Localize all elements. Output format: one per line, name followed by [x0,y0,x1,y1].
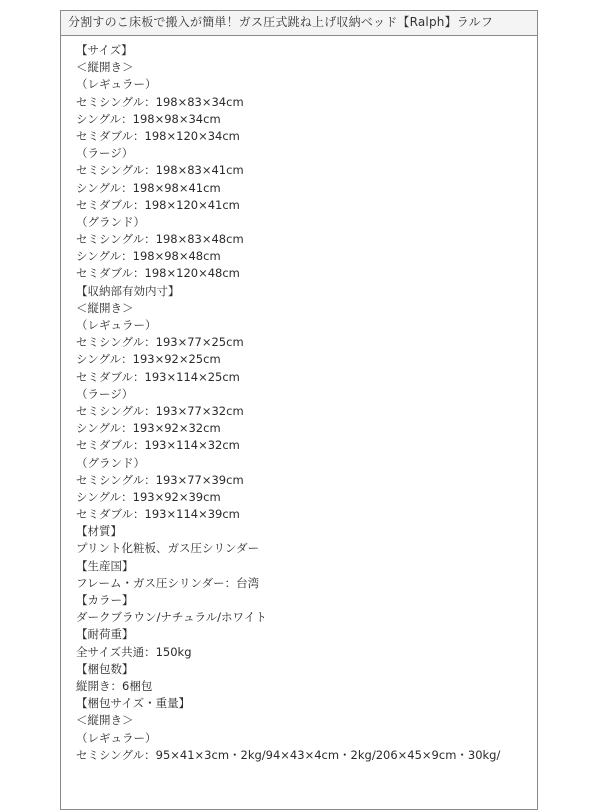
spec-line: （ラージ） [76,386,134,401]
spec-line: セミシングル：198×83×48cm [76,232,244,247]
spec-line: セミシングル：193×77×32cm [76,403,244,418]
spec-line: シングル：193×92×32cm [76,421,221,436]
spec-line: （ラージ） [76,146,134,161]
spec-line: 縦開き：6梱包 [76,678,153,693]
product-spec-panel [60,10,538,810]
spec-section-heading: 【生産国】 [76,558,134,573]
spec-line: （グランド） [76,455,145,470]
spec-line: プリント化粧板、ガス圧シリンダー [76,541,260,556]
spec-line: セミダブル：193×114×39cm [76,507,240,522]
spec-line: ＜縦開き＞ [76,60,134,75]
spec-section-heading: 【梱包サイズ・重量】 [76,696,191,711]
spec-line: （レギュラー） [76,730,157,745]
spec-line: セミダブル：193×114×32cm [76,438,240,453]
spec-line: （レギュラー） [76,318,157,332]
spec-line: セミダブル：198×120×41cm [76,197,240,212]
product-title: 分割すのこ床板で搬入が簡単！ガス圧式跳ね上げ収納ベッド【Ralph】ラルフ [61,11,537,36]
spec-line: セミダブル：193×114×25cm [76,369,240,384]
spec-line: セミシングル：95×41×3cm・2kg/94×43×4cm・2kg/206×45×9cm・30kg/ [76,747,501,762]
spec-line: シングル：198×98×41cm [76,180,221,195]
spec-line: セミシングル：198×83×41cm [76,163,244,178]
spec-section-heading: 【材質】 [76,524,122,539]
spec-list [61,36,537,764]
spec-section-heading: 【カラー】 [76,593,134,607]
spec-line: ＜縦開き＞ [76,300,134,315]
spec-section-heading: 【耐荷重】 [76,627,134,642]
spec-line: セミシングル：198×83×34cm [76,94,244,109]
spec-section-heading: 【収納部有効内寸】 [76,283,180,298]
spec-line: セミダブル：198×120×48cm [76,266,240,281]
spec-line: フレーム・ガス圧シリンダー：台湾 [76,575,260,590]
spec-section-heading: 【サイズ】 [76,43,133,57]
spec-line: セミダブル：198×120×34cm [76,128,240,143]
spec-line: 全サイズ共通：150kg [76,644,192,659]
spec-line: シングル：193×92×25cm [76,352,221,367]
spec-section-heading: 【梱包数】 [76,661,134,676]
spec-line: セミシングル：193×77×25cm [76,335,244,350]
spec-line: シングル：193×92×39cm [76,489,221,504]
spec-line: （グランド） [76,214,145,229]
spec-line: （レギュラー） [76,77,157,92]
spec-line: シングル：198×98×48cm [76,249,221,264]
spec-line: セミシングル：193×77×39cm [76,472,244,487]
spec-line: シングル：198×98×34cm [76,111,221,126]
spec-line: ＜縦開き＞ [76,713,134,728]
spec-line: ダークブラウン/ナチュラル/ホワイト [76,610,267,625]
